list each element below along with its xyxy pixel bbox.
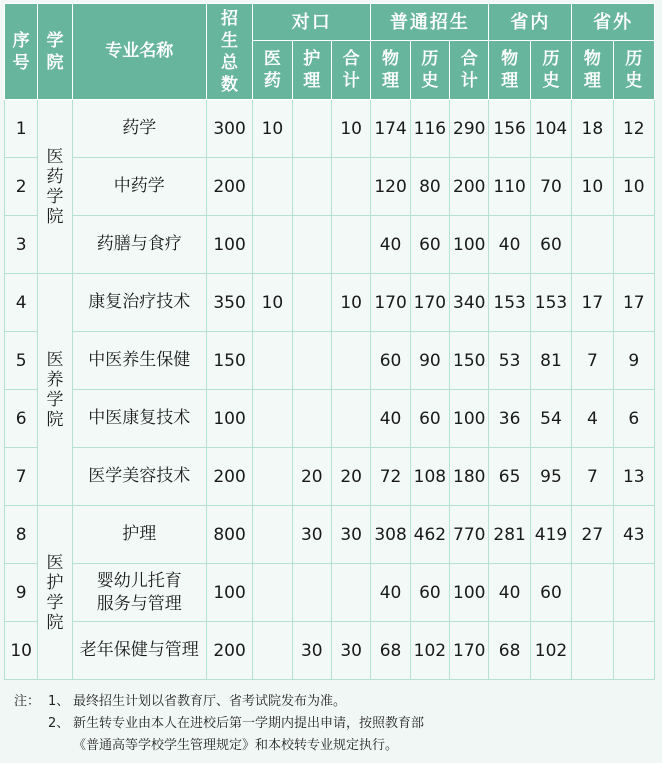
seq-cell: 4 <box>5 274 38 332</box>
note-number: 2、 <box>48 716 70 731</box>
pt-wuli-cell: 60 <box>371 332 410 390</box>
college-cell <box>38 100 72 274</box>
dk-huli-cell <box>292 390 331 448</box>
dk-huli-cell: 30 <box>292 622 331 680</box>
sn-wuli-cell: 40 <box>489 564 530 622</box>
sw-wuli-cell: 7 <box>572 332 613 390</box>
dk-huli-cell <box>292 158 331 216</box>
table-row <box>5 158 655 216</box>
header-putong: 普通招生 <box>371 4 489 41</box>
college-char: 院 <box>46 612 64 633</box>
seq-cell: 7 <box>5 448 38 506</box>
dk-heji-cell: 20 <box>331 448 370 506</box>
sw-wuli-cell: 17 <box>572 274 613 332</box>
major-cell: 中医康复技术 <box>72 390 206 448</box>
dk-yiyao-cell <box>253 506 292 564</box>
dk-heji-cell: 10 <box>331 100 370 158</box>
seq-cell: 5 <box>5 332 38 390</box>
pt-heji-cell: 180 <box>450 448 489 506</box>
dk-heji-cell: 30 <box>331 506 370 564</box>
notes <box>14 691 424 757</box>
pt-lishi-cell: 170 <box>410 274 449 332</box>
sw-lishi-cell: 13 <box>613 448 654 506</box>
sw-wuli-cell: 27 <box>572 506 613 564</box>
pt-heji-cell: 100 <box>450 564 489 622</box>
sw-lishi-cell <box>613 564 654 622</box>
sw-wuli-cell <box>572 622 613 680</box>
seq-cell: 10 <box>5 622 38 680</box>
sn-wuli-cell: 68 <box>489 622 530 680</box>
dk-huli-cell <box>292 274 331 332</box>
major-line: 婴幼儿托育 <box>96 570 182 591</box>
pt-heji-cell: 100 <box>450 390 489 448</box>
table-row <box>5 564 655 622</box>
sn-lishi-cell: 95 <box>530 448 571 506</box>
sn-wuli-cell: 153 <box>489 274 530 332</box>
table-row <box>5 506 655 564</box>
total-cell: 100 <box>206 390 252 448</box>
note-text: 最终招生计划以省教育厅、省考试院发布为准。 <box>73 694 347 709</box>
dk-yiyao-cell <box>253 448 292 506</box>
sn-lishi-cell: 60 <box>530 216 571 274</box>
college-char: 药 <box>46 166 64 187</box>
pt-wuli-cell: 120 <box>371 158 410 216</box>
table-row <box>5 100 655 158</box>
pt-heji-cell: 100 <box>450 216 489 274</box>
major-line: 服务与管理 <box>96 593 182 614</box>
header-college: 学 院 <box>38 4 72 100</box>
header-seq: 序 号 <box>5 4 38 100</box>
sn-wuli-cell: 53 <box>489 332 530 390</box>
college-char: 养 <box>46 369 64 390</box>
sn-wuli-cell: 40 <box>489 216 530 274</box>
college-char: 医 <box>46 349 64 370</box>
pt-heji-cell: 340 <box>450 274 489 332</box>
dk-yiyao-cell <box>253 564 292 622</box>
dk-heji-cell <box>331 390 370 448</box>
pt-lishi-cell: 60 <box>410 216 449 274</box>
dk-yiyao-cell <box>253 158 292 216</box>
header-dk-yiyao: 医 药 <box>253 41 292 100</box>
sw-wuli-cell: 4 <box>572 390 613 448</box>
seq-cell: 3 <box>5 216 38 274</box>
dk-huli-cell <box>292 332 331 390</box>
sw-lishi-cell: 9 <box>613 332 654 390</box>
note-text: 新生转专业由本人在进校后第一学期内提出申请，按照教育部 <box>73 716 425 731</box>
seq-cell: 1 <box>5 100 38 158</box>
note-item-2 <box>14 713 424 735</box>
note-text: 《普通高等学校学生管理规定》和本校转专业规定执行。 <box>73 738 399 753</box>
table-row <box>5 622 655 680</box>
pt-lishi-cell: 80 <box>410 158 449 216</box>
header-sn-wuli: 物 理 <box>489 41 530 100</box>
sn-lishi-cell: 102 <box>530 622 571 680</box>
sn-lishi-cell: 104 <box>530 100 571 158</box>
pt-lishi-cell: 462 <box>410 506 449 564</box>
total-cell: 300 <box>206 100 252 158</box>
college-char: 医 <box>46 146 64 167</box>
dk-heji-cell <box>331 158 370 216</box>
seq-cell: 2 <box>5 158 38 216</box>
seq-cell: 8 <box>5 506 38 564</box>
table-header <box>5 4 655 100</box>
college-cell <box>38 506 72 680</box>
major-cell: 药膳与食疗 <box>72 216 206 274</box>
major-cell <box>72 564 206 622</box>
table-row <box>5 216 655 274</box>
sn-wuli-cell: 156 <box>489 100 530 158</box>
dk-heji-cell: 10 <box>331 274 370 332</box>
dk-yiyao-cell <box>253 390 292 448</box>
enrollment-plan-table <box>4 3 655 680</box>
major-cell: 中医养生保健 <box>72 332 206 390</box>
note-continuation <box>14 735 424 757</box>
total-cell: 150 <box>206 332 252 390</box>
sw-wuli-cell <box>572 564 613 622</box>
total-cell: 100 <box>206 216 252 274</box>
major-cell: 医学美容技术 <box>72 448 206 506</box>
sn-lishi-cell: 70 <box>530 158 571 216</box>
sn-lishi-cell: 81 <box>530 332 571 390</box>
sw-lishi-cell: 12 <box>613 100 654 158</box>
dk-yiyao-cell <box>253 622 292 680</box>
header-total: 招 生 总 数 <box>206 4 252 100</box>
sn-wuli-cell: 65 <box>489 448 530 506</box>
pt-lishi-cell: 108 <box>410 448 449 506</box>
pt-wuli-cell: 174 <box>371 100 410 158</box>
dk-heji-cell <box>331 332 370 390</box>
total-cell: 100 <box>206 564 252 622</box>
pt-lishi-cell: 90 <box>410 332 449 390</box>
sw-wuli-cell <box>572 216 613 274</box>
pt-lishi-cell: 116 <box>410 100 449 158</box>
major-cell: 康复治疗技术 <box>72 274 206 332</box>
header-dk-heji: 合 计 <box>331 41 370 100</box>
pt-heji-cell: 150 <box>450 332 489 390</box>
college-char: 护 <box>46 572 64 593</box>
pt-wuli-cell: 170 <box>371 274 410 332</box>
college-char: 医 <box>46 552 64 573</box>
sw-wuli-cell: 10 <box>572 158 613 216</box>
header-sw-wuli: 物 理 <box>572 41 613 100</box>
seq-cell: 6 <box>5 390 38 448</box>
sn-lishi-cell: 60 <box>530 564 571 622</box>
sw-wuli-cell: 7 <box>572 448 613 506</box>
note-number: 1、 <box>48 694 70 709</box>
college-char: 学 <box>46 186 64 207</box>
dk-huli-cell <box>292 100 331 158</box>
total-cell: 200 <box>206 622 252 680</box>
pt-heji-cell: 770 <box>450 506 489 564</box>
sn-lishi-cell: 153 <box>530 274 571 332</box>
sn-wuli-cell: 281 <box>489 506 530 564</box>
college-char: 院 <box>46 409 64 430</box>
college-char: 学 <box>46 592 64 613</box>
total-cell: 800 <box>206 506 252 564</box>
major-cell: 护理 <box>72 506 206 564</box>
header-dk-huli: 护 理 <box>292 41 331 100</box>
dk-heji-cell: 30 <box>331 622 370 680</box>
major-cell: 药学 <box>72 100 206 158</box>
header-shengnei: 省内 <box>489 4 572 41</box>
sn-lishi-cell: 419 <box>530 506 571 564</box>
dk-huli-cell <box>292 216 331 274</box>
sw-wuli-cell: 18 <box>572 100 613 158</box>
dk-huli-cell: 20 <box>292 448 331 506</box>
sn-wuli-cell: 110 <box>489 158 530 216</box>
college-char: 院 <box>46 206 64 227</box>
pt-wuli-cell: 308 <box>371 506 410 564</box>
header-pt-wuli: 物 理 <box>371 41 410 100</box>
pt-wuli-cell: 40 <box>371 390 410 448</box>
sw-lishi-cell <box>613 216 654 274</box>
total-cell: 200 <box>206 448 252 506</box>
major-cell: 中药学 <box>72 158 206 216</box>
sw-lishi-cell: 17 <box>613 274 654 332</box>
table-row <box>5 448 655 506</box>
header-sn-lishi: 历 史 <box>530 41 571 100</box>
pt-wuli-cell: 40 <box>371 564 410 622</box>
header-shengwai: 省外 <box>572 4 655 41</box>
sn-wuli-cell: 36 <box>489 390 530 448</box>
notes-label: 注： <box>14 694 41 709</box>
pt-lishi-cell: 60 <box>410 390 449 448</box>
table-row <box>5 274 655 332</box>
total-cell: 200 <box>206 158 252 216</box>
sw-lishi-cell: 6 <box>613 390 654 448</box>
table-row <box>5 332 655 390</box>
pt-wuli-cell: 68 <box>371 622 410 680</box>
pt-wuli-cell: 40 <box>371 216 410 274</box>
sw-lishi-cell: 10 <box>613 158 654 216</box>
pt-heji-cell: 290 <box>450 100 489 158</box>
seq-cell: 9 <box>5 564 38 622</box>
pt-lishi-cell: 60 <box>410 564 449 622</box>
pt-heji-cell: 170 <box>450 622 489 680</box>
sw-lishi-cell: 43 <box>613 506 654 564</box>
dk-huli-cell <box>292 564 331 622</box>
pt-heji-cell: 200 <box>450 158 489 216</box>
college-cell <box>38 274 72 506</box>
dk-yiyao-cell <box>253 332 292 390</box>
header-major: 专业名称 <box>72 4 206 100</box>
sn-lishi-cell: 54 <box>530 390 571 448</box>
header-duikou: 对口 <box>253 4 371 41</box>
college-char: 学 <box>46 389 64 410</box>
dk-yiyao-cell <box>253 216 292 274</box>
note-item-1 <box>14 691 424 713</box>
dk-yiyao-cell: 10 <box>253 100 292 158</box>
total-cell: 350 <box>206 274 252 332</box>
header-pt-heji: 合 计 <box>450 41 489 100</box>
pt-lishi-cell: 102 <box>410 622 449 680</box>
sw-lishi-cell <box>613 622 654 680</box>
header-pt-lishi: 历 史 <box>410 41 449 100</box>
pt-wuli-cell: 72 <box>371 448 410 506</box>
dk-heji-cell <box>331 216 370 274</box>
dk-yiyao-cell: 10 <box>253 274 292 332</box>
table-body <box>5 100 655 680</box>
header-sw-lishi: 历 史 <box>613 41 654 100</box>
table-row <box>5 390 655 448</box>
major-cell: 老年保健与管理 <box>72 622 206 680</box>
dk-heji-cell <box>331 564 370 622</box>
dk-huli-cell: 30 <box>292 506 331 564</box>
